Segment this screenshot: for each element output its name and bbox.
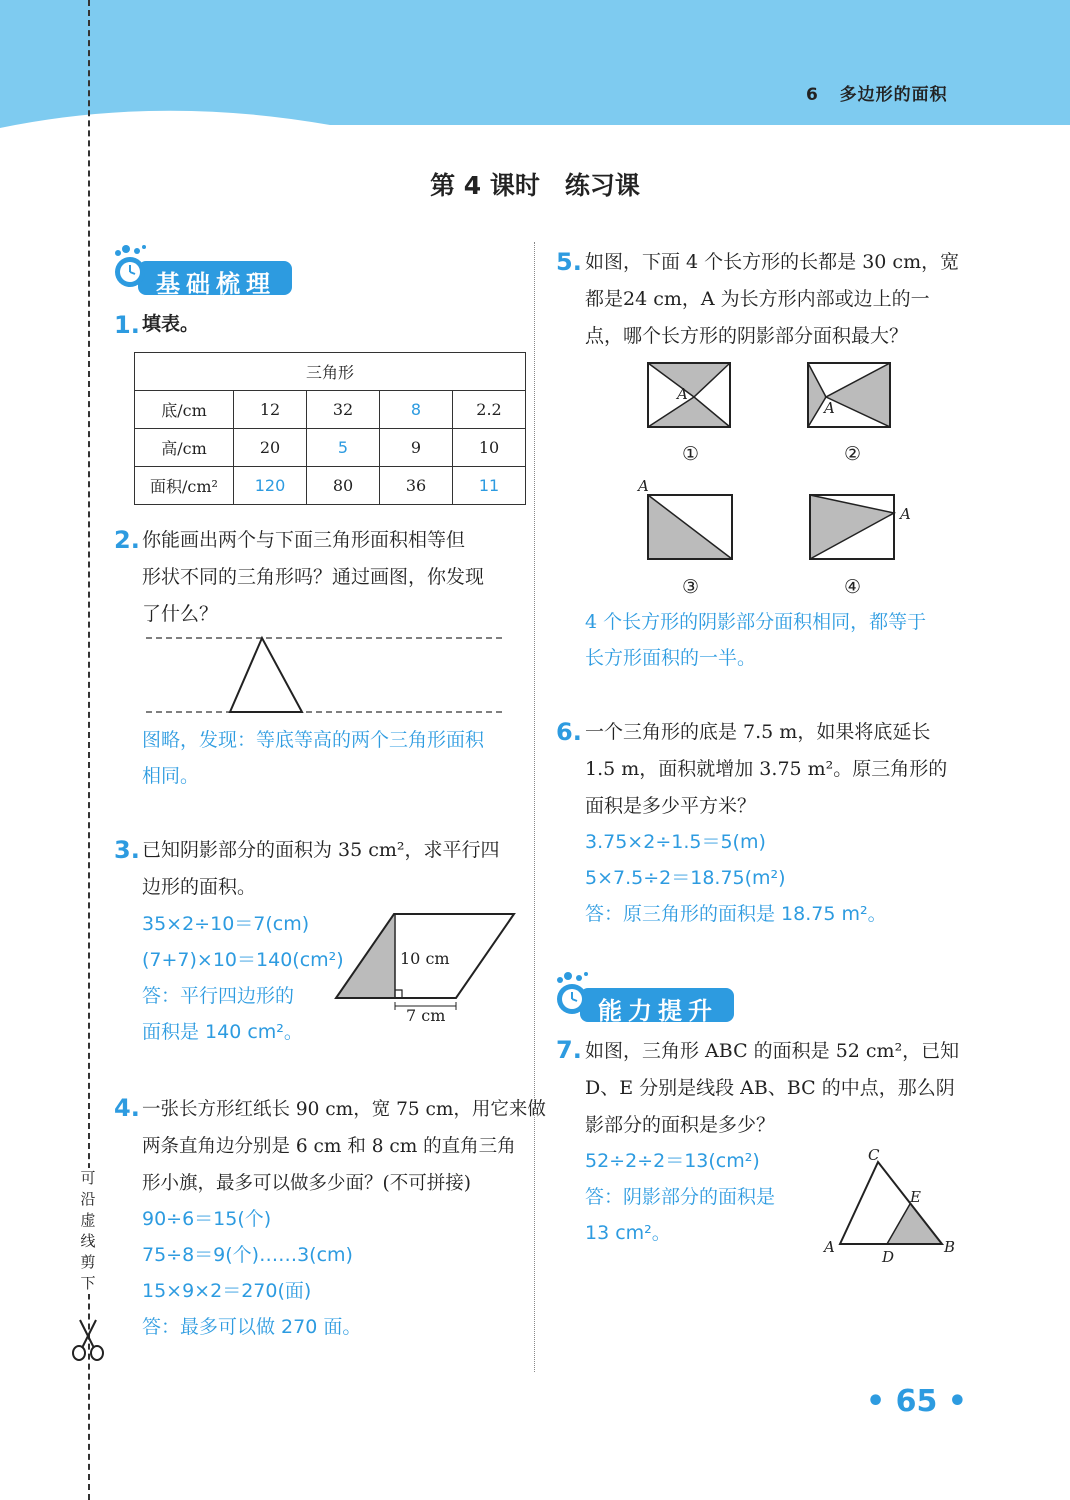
text-line: 形状不同的三角形吗？通过画图，你发现 [142,566,485,588]
row-label: 面积/cm² [135,467,234,505]
lesson-title: 第 4 课时 练习课 [430,171,640,200]
answer-line: 答：平行四边形的 [142,985,295,1007]
question-text [585,714,947,825]
table-cell: 36 [380,467,453,505]
text-line: 1.5 m，面积就增加 3.75 m²。原三角形的 [585,758,948,780]
rect-figure-2 [808,363,890,427]
answer-line: 4 个长方形的阴影部分面积相同，都等于 [585,611,927,633]
answer-line: 15×9×2＝270(面) [142,1280,312,1302]
text-line: 已知阴影部分的面积为 35 cm²，求平行四 [142,839,500,861]
text-line: 你能画出两个与下面三角形面积相等但 [142,529,466,551]
cut-char: 剪 [80,1253,96,1271]
cut-char: 线 [80,1232,96,1250]
rectangles-figure [630,355,920,605]
table-cell-answer: 120 [234,467,307,505]
rect-figure-1 [648,363,730,427]
answer-line: 相同。 [142,765,200,787]
section-title-ability: 能力提升 [598,997,718,1025]
rect-figure-3 [636,477,732,559]
table-cell: 12 [234,391,307,429]
text-line: 影部分的面积是多少？ [585,1114,776,1136]
text-line: 两条直角边分别是 6 cm 和 8 cm 的直角三角 [142,1136,516,1157]
table-cell: 2.2 [453,391,526,429]
table-cell: 32 [307,391,380,429]
point-label-d: D [882,1248,895,1266]
point-label: A [824,399,835,417]
point-label: A [638,477,649,495]
question-number: 2. [114,526,140,554]
point-label: A [900,505,911,523]
question-number: 3. [114,836,140,864]
answer [585,604,926,676]
answer-line: 35×2÷10＝7(cm) [142,913,310,935]
table-cell: 10 [453,429,526,467]
chapter-label [806,80,948,105]
point-label-e: E [910,1188,921,1206]
question-text [142,522,484,633]
fig-label-1: ① [682,443,700,465]
answer-line: 答：最多可以做 270 面。 [142,1316,362,1338]
answer-line: 5×7.5÷2＝18.75(m²) [585,867,786,889]
triangle-abc-figure [820,1146,964,1266]
table-title: 三角形 [135,353,526,391]
text-line: 了什么？ [142,603,219,625]
question-text [585,244,959,355]
scissors-icon [70,1318,106,1362]
question-text: 填表。 [142,313,200,335]
fig-label-3: ③ [682,576,700,598]
fig-label-2: ② [844,443,862,465]
table-cell: 20 [234,429,307,467]
table-cell: 9 [380,429,453,467]
answer-line: 52÷2÷2＝13(cm²) [585,1150,760,1172]
row-label: 底/cm [135,391,234,429]
cut-instruction [80,1168,96,1294]
text-line: 如图，三角形 ABC 的面积是 52 cm²，已知 [585,1040,960,1062]
header-wave [0,0,1070,140]
fig-base-label: 7 cm [406,1006,446,1025]
table-cell: 80 [307,467,380,505]
answer [142,722,484,794]
text-line: D、E 分别是线段 AB、BC 的中点，那么阴 [585,1077,955,1099]
text-line: 一个三角形的底是 7.5 m，如果将底延长 [585,721,931,743]
answer-line: 图略，发现：等底等高的两个三角形面积 [142,729,485,751]
table-cell-answer: 8 [380,391,453,429]
answer-line: 90÷6＝15(个) [142,1208,272,1230]
answer-line: 答：阴影部分的面积是 [585,1186,776,1208]
cut-char: 下 [80,1274,96,1292]
column-divider [534,242,535,1372]
parallelogram-figure [330,906,524,1030]
question-number: 5. [556,248,582,276]
cut-char: 可 [80,1169,96,1187]
point-label-b: B [944,1238,956,1256]
page-number: • 65 • [866,1384,967,1419]
answer-line: (7+7)×10＝140(cm²) [142,949,344,971]
question-number: 6. [556,718,582,746]
point-label-c: C [868,1146,880,1164]
triangle-figure [146,632,508,718]
question-number: 1. [114,311,140,339]
answer-line: 答：原三角形的面积是 18.75 m²。 [585,903,887,925]
cut-char: 沿 [80,1190,96,1208]
answer-line: 3.75×2÷1.5＝5(m) [585,831,766,853]
table-row [135,429,526,467]
text-line: 面积是多少平方米？ [585,795,757,817]
answer-line: 长方形面积的一半。 [585,647,757,669]
row-label: 高/cm [135,429,234,467]
fig-label-4: ④ [844,576,862,598]
chapter-title: 多边形的面积 [839,85,948,105]
point-label-a: A [824,1238,835,1256]
point-label: A [677,385,688,403]
section-title-basic: 基础梳理 [156,270,276,298]
answer-line: 13 cm²。 [585,1222,671,1244]
answer [142,906,344,1050]
text-line: 一张长方形红纸长 90 cm，宽 75 cm，用它来做 [142,1099,546,1120]
text-line: 都是24 cm，A 为长方形内部或边上的一 [585,288,930,310]
answer [585,824,887,932]
question-number: 7. [556,1036,582,1064]
text-line: 形小旗，最多可以做多少面？(不可拼接) [142,1173,471,1194]
table-row [135,467,526,505]
question-number: 4. [114,1094,140,1122]
text-line: 点，哪个长方形的阴影部分面积最大？ [585,325,909,347]
answer-line: 面积是 140 cm²。 [142,1021,303,1043]
question-text [142,832,500,906]
answer [142,1201,361,1345]
answer-line: 75÷8＝9(个)……3(cm) [142,1244,353,1266]
table-cell-answer: 11 [453,467,526,505]
text-line: 边形的面积。 [142,876,257,898]
fig-height-label: 10 cm [400,949,450,968]
text-line: 如图，下面 4 个长方形的长都是 30 cm，宽 [585,251,960,273]
question-text [585,1033,959,1144]
table-cell-answer: 5 [307,429,380,467]
cut-char: 虚 [80,1211,96,1229]
fill-table [134,352,526,505]
answer [585,1143,775,1251]
question-text [142,1091,546,1202]
rect-figure-4 [810,495,911,559]
chapter-number: 6 [806,85,819,105]
table-row [135,391,526,429]
